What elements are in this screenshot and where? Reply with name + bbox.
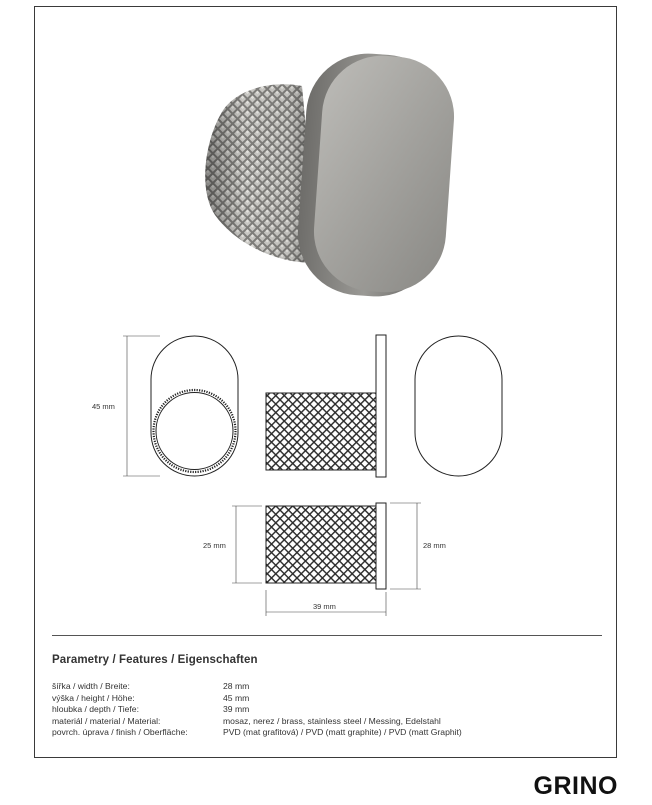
brand-logo-text: GRINO [533,772,618,800]
spec-label: šířka / width / Breite: [52,681,130,691]
spec-value: PVD (mat grafitová) / PVD (matt graphite) / PVD (matt Graphit) [223,727,462,738]
back-view [415,336,502,476]
height-dimension-label: 45 mm [92,402,115,411]
short-length-dimension-label: 25 mm [203,541,226,550]
side-view [266,335,386,477]
spec-value: 39 mm [223,704,250,715]
spec-label: materiál / material / Material: [52,715,161,726]
spec-label: povrch. úprava / finish / Oberfläche: [52,727,188,738]
spec-value: 28 mm [223,681,250,691]
parameters-title: Parametry / Features / Eigenschaften [52,654,258,666]
spec-value: mosaz, nerez / brass, stainless steel / Messing, Edelstahl [223,715,441,726]
spec-value: 45 mm [223,692,250,703]
top-view [203,503,446,616]
front-view [92,336,238,476]
total-height-dimension-label: 28 mm [423,541,446,550]
depth-dimension-label: 39 mm [313,602,336,611]
section-divider [52,635,602,636]
spec-label: hloubka / depth / Tiefe: [52,704,139,715]
spec-label: výška / height / Höhe: [52,692,135,703]
